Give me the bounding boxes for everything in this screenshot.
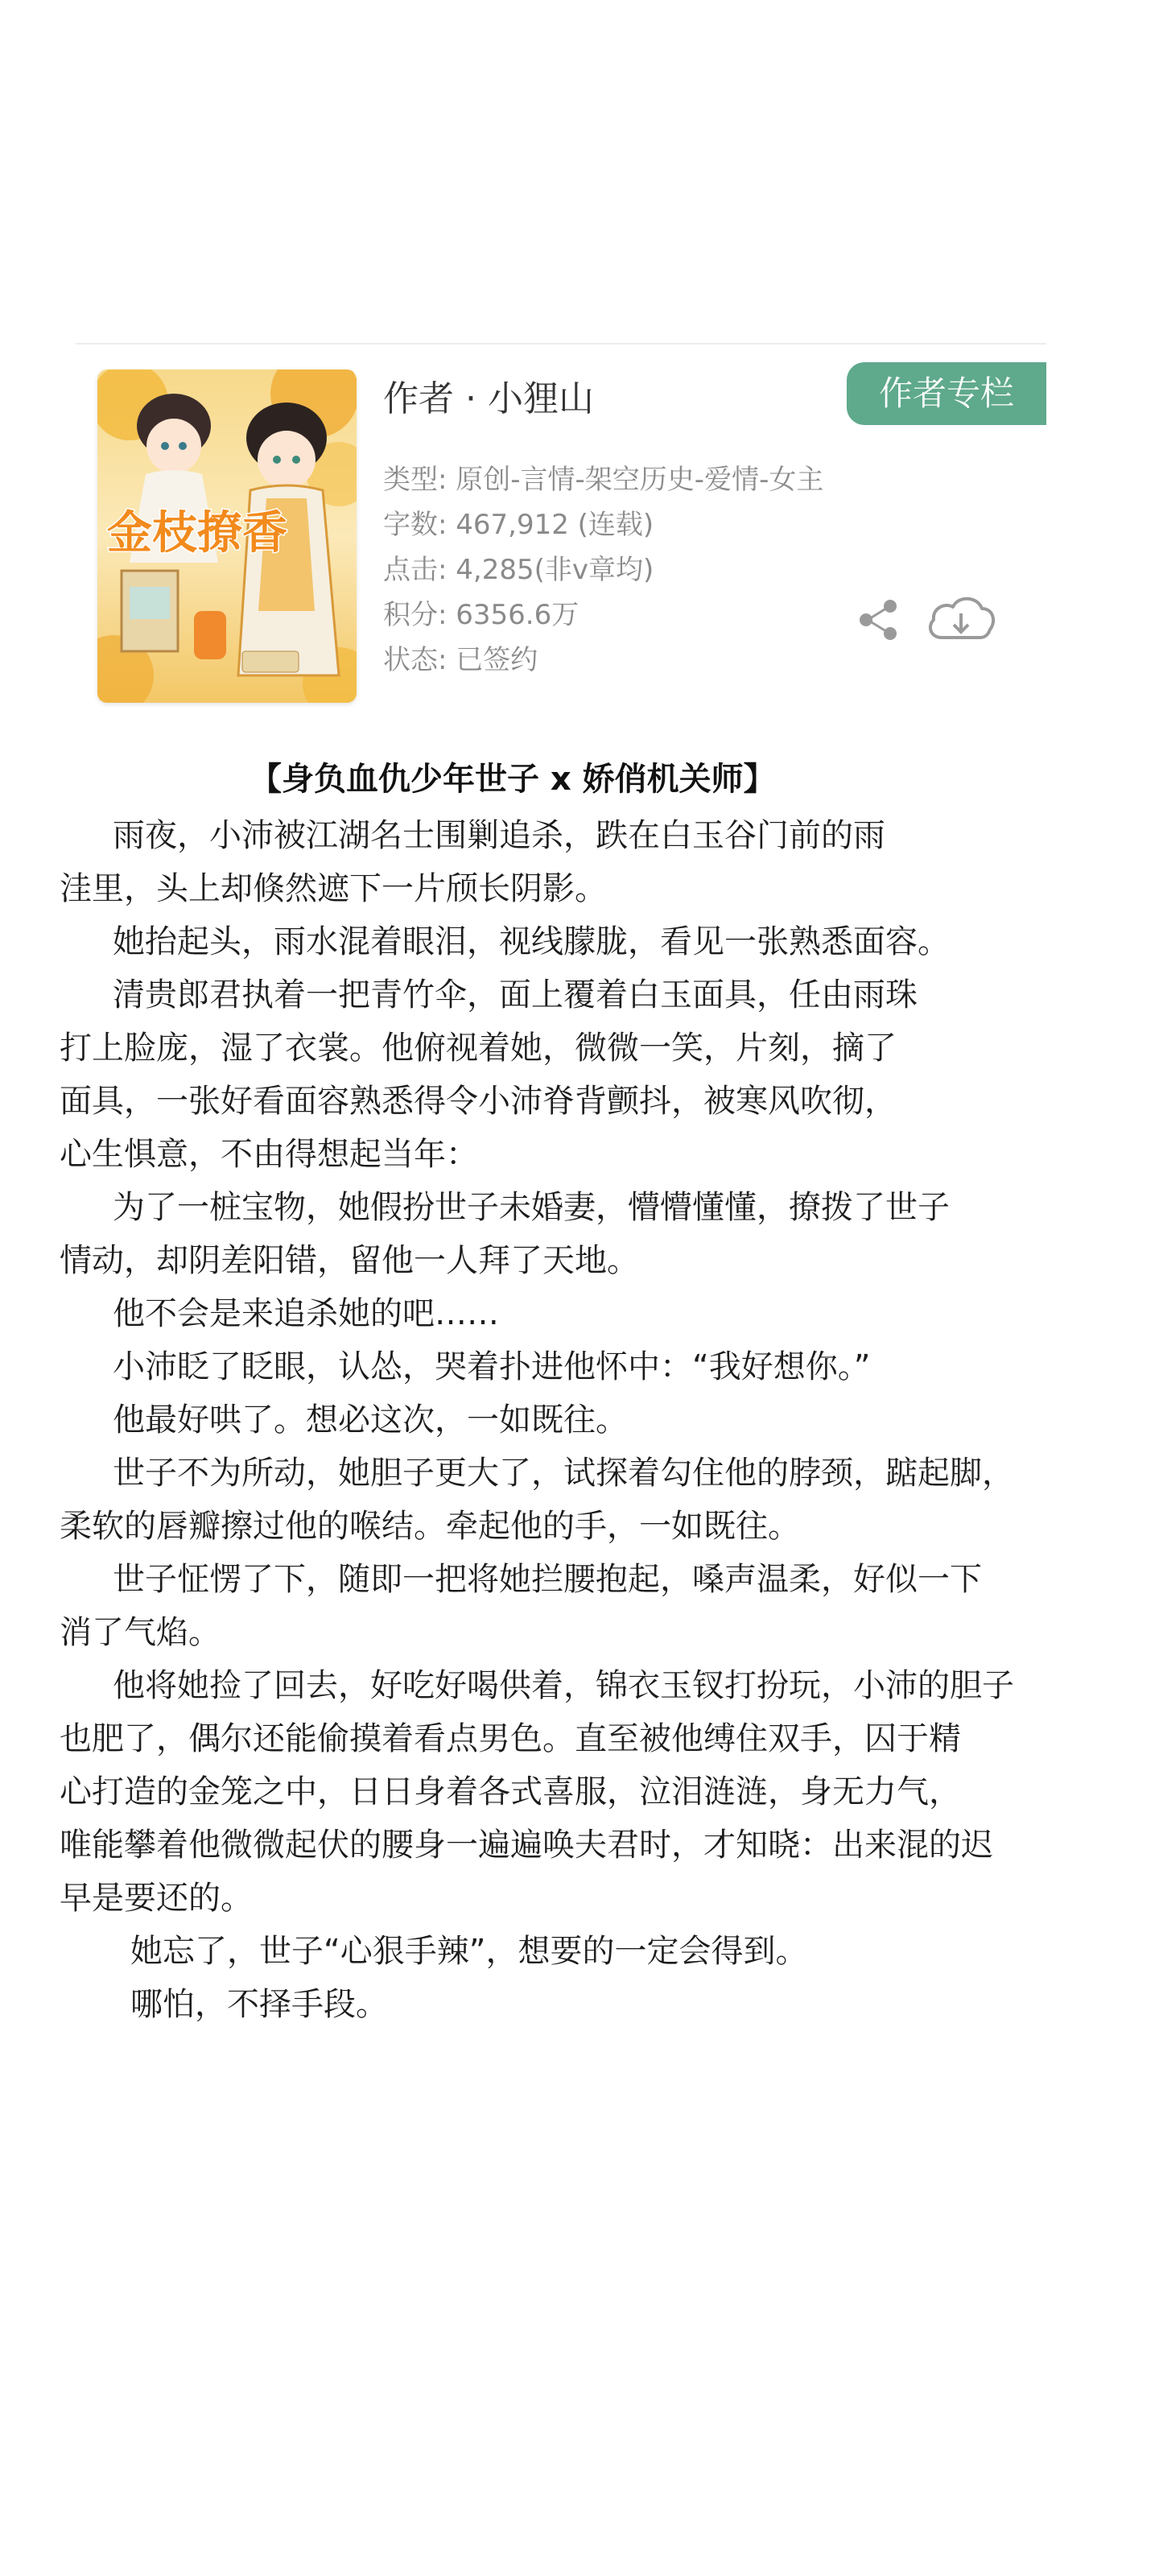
book-cover-illustration-icon bbox=[97, 369, 357, 703]
synopsis-line: 雨夜，小沛被江湖名士围剿追杀，跌在白玉谷门前的雨 bbox=[113, 817, 885, 854]
top-divider bbox=[76, 343, 1046, 345]
synopsis-line: 早是要还的。 bbox=[60, 1880, 253, 1917]
synopsis-line: 洼里，头上却倏然遮下一片颀长阴影。 bbox=[60, 870, 607, 907]
synopsis-line: 心打造的金笼之中，日日身着各式喜服，泣泪涟涟，身无力气， bbox=[60, 1773, 961, 1810]
author-name[interactable]: 作者 · 小狸山 bbox=[383, 378, 594, 419]
synopsis-line: 小沛眨了眨眼，认怂，哭着扑进他怀中：“我好想你。” bbox=[113, 1348, 871, 1385]
synopsis-line: 消了气焰。 bbox=[60, 1614, 221, 1651]
synopsis-line: 柔软的唇瓣擦过他的喉结。牵起他的手，一如既往。 bbox=[60, 1508, 800, 1545]
synopsis-line: 她忘了，世子“心狠手辣”，想要的一定会得到。 bbox=[130, 1933, 808, 1970]
synopsis-line: 他将她捡了回去，好吃好喝供着，锦衣玉钗打扮玩，小沛的胆子 bbox=[113, 1667, 1014, 1704]
svg-text:金枝撩香: 金枝撩香 bbox=[107, 507, 287, 559]
book-meta bbox=[383, 457, 823, 683]
synopsis-line: 打上脸庞，湿了衣裳。他俯视着她，微微一笑，片刻，摘了 bbox=[60, 1030, 897, 1067]
synopsis-line: 情动，却阴差阳错，留他一人拜了天地。 bbox=[60, 1242, 639, 1279]
synopsis-line: 世子怔愣了下，随即一把将她拦腰抱起，嗓声温柔，好似一下 bbox=[113, 1561, 982, 1598]
book-cover[interactable] bbox=[97, 369, 357, 703]
synopsis-line: 为了一桩宝物，她假扮世子未婚妻，懵懵懂懂，撩拨了世子 bbox=[113, 1189, 950, 1226]
synopsis-line: 也肥了，偶尔还能偷摸着看点男色。直至被他缚住双手，囚于精 bbox=[60, 1720, 961, 1757]
author-column-button[interactable]: 作者专栏 bbox=[847, 362, 1046, 425]
cloud-download-icon[interactable] bbox=[924, 591, 998, 647]
share-icon[interactable] bbox=[855, 596, 903, 644]
meta-status: 状态: 已签约 bbox=[383, 644, 538, 676]
synopsis-line: 清贵郎君执着一把青竹伞，面上覆着白玉面具，任由雨珠 bbox=[113, 976, 918, 1013]
synopsis-line: 心生惧意，不由得想起当年： bbox=[60, 1136, 478, 1173]
synopsis-line: 面具，一张好看面容熟悉得令小沛脊背颤抖，被寒风吹彻， bbox=[60, 1083, 897, 1120]
synopsis-line: 唯能攀着他微微起伏的腰身一遍遍唤夫君时，才知晓：出来混的迟 bbox=[60, 1827, 993, 1864]
synopsis-line: 世子不为所动，她胆子更大了，试探着勾住他的脖颈，踮起脚， bbox=[113, 1455, 1014, 1492]
synopsis-body bbox=[60, 809, 1130, 2031]
synopsis-headline: 【身负血仇少年世子 x 娇俏机关师】 bbox=[250, 761, 776, 798]
synopsis-line: 哪怕，不择手段。 bbox=[130, 1986, 388, 2023]
synopsis-line: 她抬起头，雨水混着眼泪，视线朦胧，看见一张熟悉面容。 bbox=[113, 923, 950, 960]
meta-type: 类型: 原创-言情-架空历史-爱情-女主 bbox=[383, 464, 824, 496]
synopsis-line: 他不会是来追杀她的吧…… bbox=[113, 1295, 499, 1332]
meta-score: 积分: 6356.6万 bbox=[383, 599, 580, 631]
synopsis-line: 他最好哄了。想必这次，一如既往。 bbox=[113, 1402, 628, 1439]
meta-word-count: 字数: 467,912 (连载) bbox=[383, 509, 654, 541]
meta-clicks: 点击: 4,285(非v章均) bbox=[383, 554, 654, 586]
